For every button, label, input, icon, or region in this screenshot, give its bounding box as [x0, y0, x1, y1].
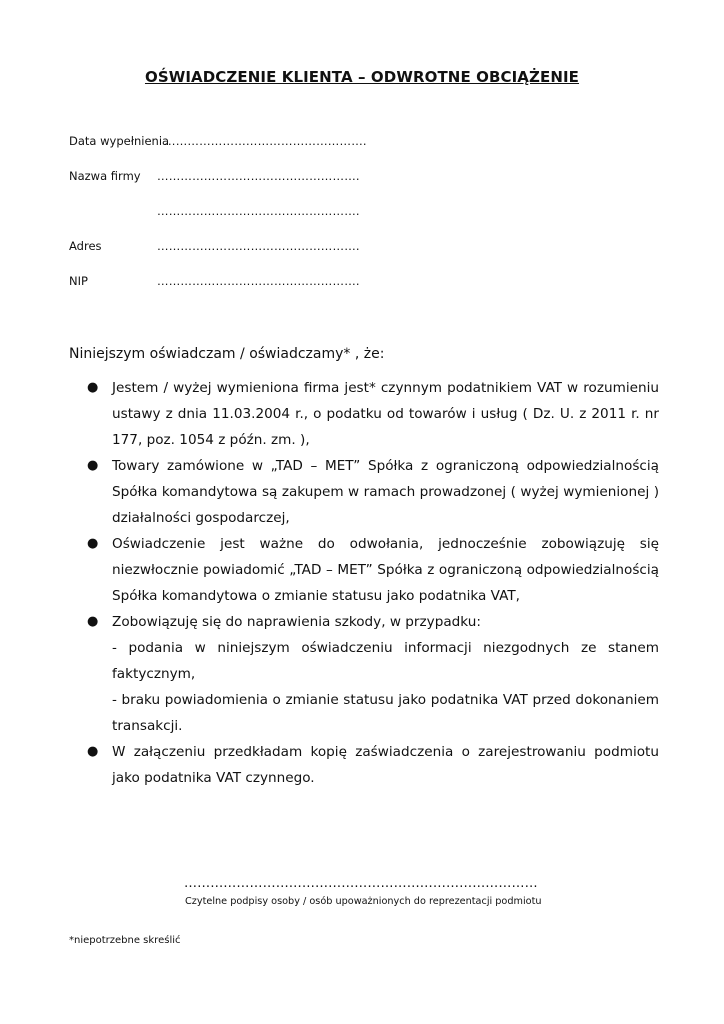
list-item — [69, 739, 659, 791]
address-field[interactable]: ……………………………………………. — [157, 239, 360, 253]
list-item — [69, 453, 659, 531]
list-item-text: W załączeniu przedkładam kopię zaświadczenia o zarejestrowaniu podmiotu jako podatnika VAT czynnego. — [112, 744, 659, 786]
bullet-icon: ● — [87, 614, 99, 629]
list-item-text: Zobowiązuję się do naprawienia szkody, w przypadku: — [112, 614, 481, 630]
bullet-icon: ● — [87, 458, 99, 473]
list-item-text: Oświadczenie jest ważne do odwołania, jednocześnie zobowiązuję się niezwłocznie powiadomić „TAD – MET” Spółka z ograniczoną odpowiedzialnością Spółka komandytowa o zmianie statusu jako podatnika VAT, — [112, 536, 659, 604]
bullet-icon: ● — [87, 536, 99, 551]
sub-item-text: - podania w niniejszym oświadczeniu informacji niezgodnych ze stanem faktycznym, — [112, 640, 659, 682]
document-title: OŚWIADCZENIE KLIENTA – ODWROTNE OBCIĄŻENIE — [144, 68, 580, 86]
company-name-label: Nazwa firmy — [69, 169, 141, 183]
list-item-text: Towary zamówione w „TAD – MET” Spółka z ograniczoną odpowiedzialnością Spółka komandytowa są zakupem w ramach prowadzonej ( wyżej wymienionej ) działalności gospodarczej, — [112, 458, 659, 526]
address-label: Adres — [69, 239, 102, 253]
footnote: *niepotrzebne skreślić — [69, 935, 181, 946]
date-field[interactable]: ……………………………………………. — [164, 134, 367, 148]
signature-caption: Czytelne podpisy osoby / osób upoważnionych do reprezentacji podmiotu — [185, 896, 542, 907]
list-item — [69, 609, 659, 739]
sub-item-text: - braku powiadomienia o zmianie statusu jako podatnika VAT przed dokonaniem transakcji. — [112, 692, 659, 734]
nip-field[interactable]: ……………………………………………. — [157, 274, 360, 288]
list-item-text: Jestem / wyżej wymieniona firma jest* czynnym podatnikiem VAT w rozumieniu ustawy z dnia 11.03.2004 r., o podatku od towarów i usług ( Dz. U. z 2011 r. nr 177, poz. 1054 z późn. zm. ), — [112, 380, 659, 448]
company-name-field[interactable]: ……………………………………………. — [157, 169, 360, 183]
declaration-intro: Niniejszym oświadczam / oświadczamy* , że: — [69, 346, 385, 362]
company-name-field-line-2[interactable]: ……………………………………………. — [157, 204, 360, 218]
signature-line[interactable]: ……………………………………………………………………… — [184, 876, 538, 891]
bullet-icon: ● — [87, 380, 99, 395]
bullet-icon: ● — [87, 744, 99, 759]
date-label: Data wypełnienia — [69, 134, 170, 148]
declaration-list — [69, 375, 659, 791]
list-item — [69, 531, 659, 609]
list-item — [69, 375, 659, 453]
nip-label: NIP — [69, 274, 88, 288]
